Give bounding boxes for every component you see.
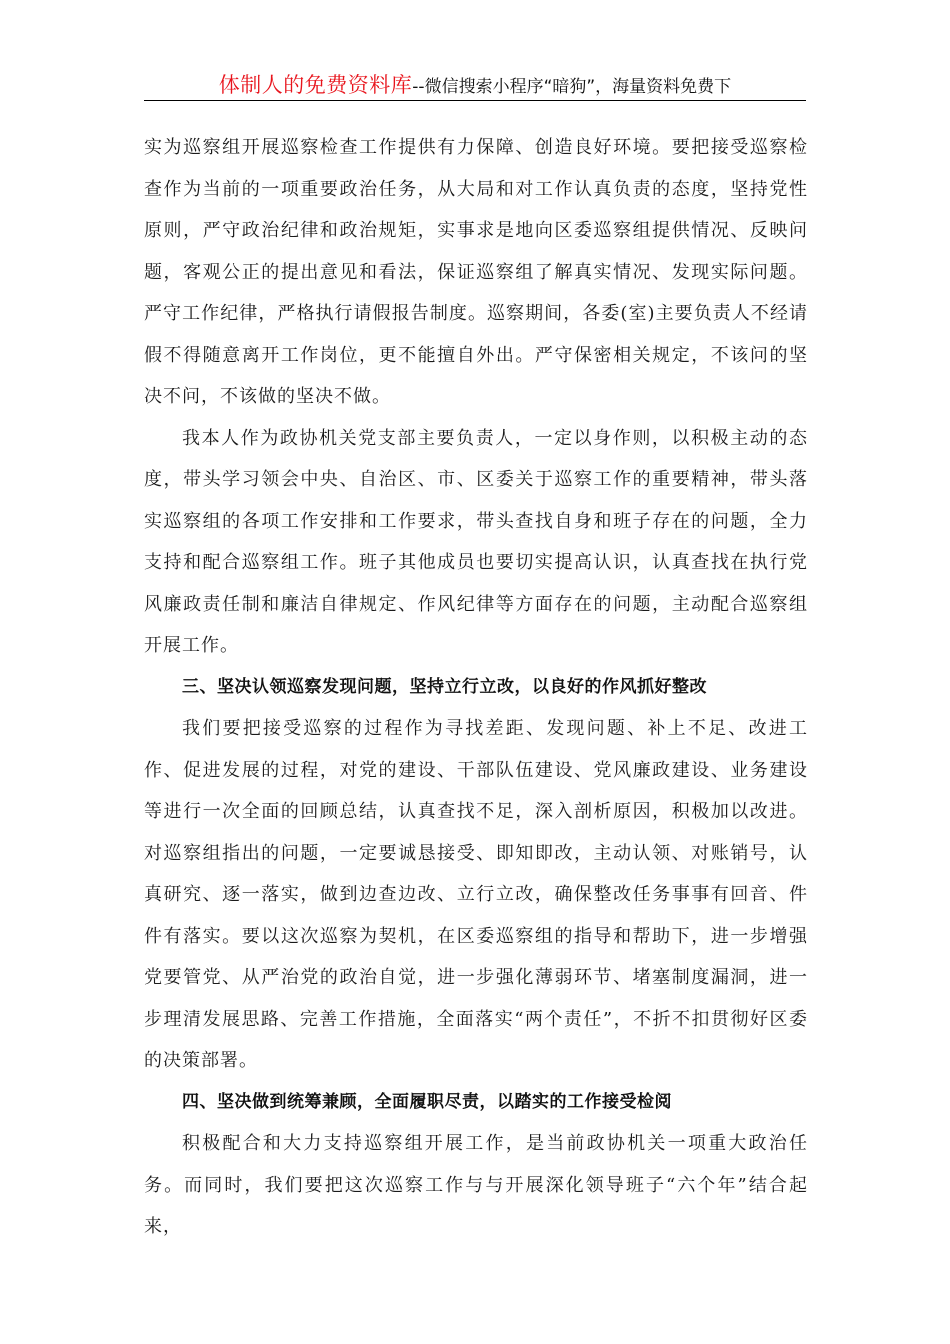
section-heading-4: 四、坚决做到统筹兼顾，全面履职尽责，以踏实的工作接受检阅 bbox=[182, 1091, 672, 1112]
paragraph-2: 我本人作为政协机关党支部主要负责人，一定以身作则，以积极主动的态度，带头学习领会中央、自治区、市、区委关于巡察工作的重要精神，带头落实巡察组的各项工作安排和工作要求，带头查找自身和班子存在的问题，全力支持和配合巡察组工作。班子其他成员也要切实提高认识，认真查找在执行党风廉政责任制和廉洁自律规定、作风纪律等方面存在的问题，主动配合巡察组开展工作。 bbox=[144, 427, 808, 656]
paragraph-3: 我们要把接受巡察的过程作为寻找差距、发现问题、补上不足、改进工作、促进发展的过程，对党的建设、干部队伍建设、党风廉政建设、业务建设等进行一次全面的回顾总结，认真查找不足，深入剖析原因，积极加以改进。对巡察组指出的问题，一定要诚恳接受、即知即改，主动认领、对账销号，认真研究、逐一落实，做到边查边改、立行立改，确保整改任务事事有回音、件件有落实。要以这次巡察为契机，在区委巡察组的指导和帮助下，进一步增强党要管党、从严治党的政治自觉，进一步强化薄弱环节、堵塞制度漏洞，进一步理清发展思路、完善工作措施，全面落实“两个责任”，不折不扣贯彻好区委的决策部署。 bbox=[144, 718, 808, 1071]
page-header bbox=[144, 70, 806, 101]
section-heading-3: 三、坚决认领巡察发现问题，坚持立行立改，以良好的作风抓好整改 bbox=[182, 676, 707, 697]
paragraph-4: 积极配合和大力支持巡察组开展工作，是当前政协机关一项重大政治任务。而同时，我们要把这次巡察工作与与开展深化领导班子“六个年”结合起来， bbox=[144, 1133, 808, 1237]
header-brand: 体制人的免费资料库 bbox=[218, 73, 413, 97]
paragraph-1: 实为巡察组开展巡察检查工作提供有力保障、创造良好环境。要把接受巡察检查作为当前的一项重要政治任务，从大局和对工作认真负责的态度，坚持党性原则，严守政治纪律和政治规矩，实事求是地向区委巡察组提供情况、反映问题，客观公正的提出意见和看法，保证巡察组了解真实情况、发现实际问题。严守工作纪律，严格执行请假报告制度。巡察期间，各委(室)主要负责人不经请假不得随意离开工作岗位，更不能擅自外出。严守保密相关规定，不该问的坚决不问，不该做的坚决不做。 bbox=[144, 137, 808, 407]
header-tagline: --微信搜索小程序“暗狗”，海量资料免费下 bbox=[412, 77, 732, 97]
document-body bbox=[144, 127, 808, 1248]
